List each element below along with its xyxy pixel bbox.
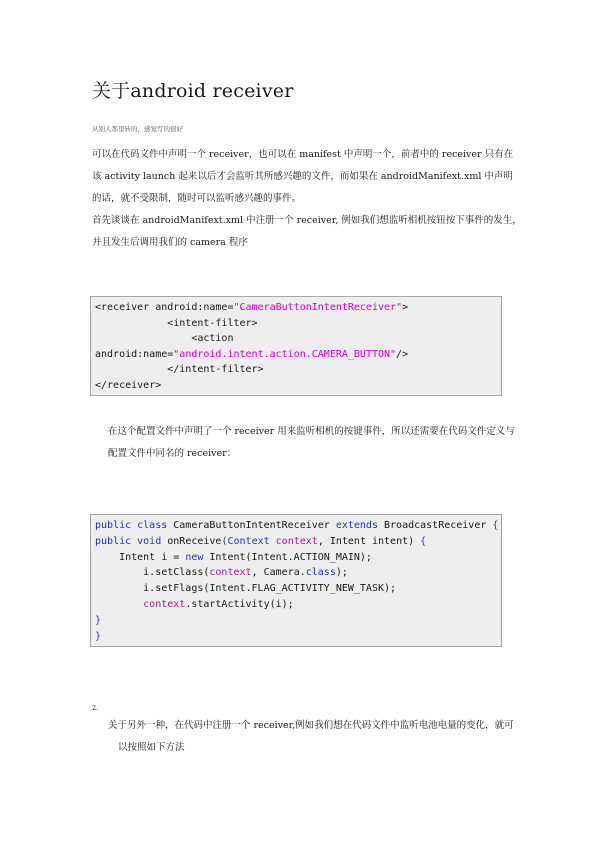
code-token: (: [221, 535, 228, 547]
code-line: </receiver>: [95, 379, 162, 391]
code-token: />: [396, 348, 409, 360]
paragraph-manifest: 首先谈谈在 androidManifext.xml 中注册一个 receiver, 例如我们想监听相机按钮按下事件的发生，并且发生后调用我们的 camera 程序: [92, 215, 522, 248]
code-token: public void: [95, 535, 162, 547]
paragraph-code-register: 关于另外一种，在代码中注册一个 receiver,例如我们想在代码文件中监听电池电量的变化，就可以按照如下方法: [108, 720, 514, 753]
paragraph-receiver-class: 在这个配置文件中声明了一个 receiver 用来监听相机的按键事件，所以还需要在代码文件定义与配置文件中同名的 receiver：: [108, 426, 515, 459]
code-token: i.setClass(: [95, 567, 210, 579]
code-token: Intent i =: [95, 551, 186, 563]
code-line: </intent-filter>: [95, 364, 264, 376]
code-block-manifest: [90, 296, 502, 396]
code-line: <intent-filter>: [95, 317, 258, 329]
code-token: extends: [335, 520, 378, 531]
section-number: 2.: [92, 704, 99, 712]
code-token: public class: [95, 520, 168, 531]
code-token: Intent(Intent.ACTION_MAIN);: [203, 551, 372, 563]
code-line: [95, 347, 497, 363]
code-token: class: [305, 567, 336, 579]
code-token: context: [269, 535, 318, 547]
code-token: context: [209, 567, 252, 579]
code-token: android:name=: [95, 348, 174, 360]
source-note: 从别人那里转的，感觉写的很好: [92, 125, 183, 133]
code-token: >: [402, 302, 409, 313]
code-token: {: [492, 520, 499, 531]
code-token: "android.intent.action.CAMERA_BUTTON": [173, 348, 397, 360]
code-line: }: [95, 614, 102, 626]
code-line: [95, 534, 497, 550]
code-token: "CameraButtonIntentReceiver": [233, 302, 403, 313]
code-token: );: [335, 567, 348, 579]
code-token: , Intent intent): [317, 535, 421, 547]
code-token: , Camera.: [251, 567, 306, 579]
code-line: [95, 565, 497, 581]
paragraph-intro: 可以在代码文件中声明一个 receiver，也可以在 manifest 中声明一个，前者中的 receiver 只有在该 activity launch 起来以后才会监听其所感兴趣的文件，而如果在 androidManifext.xml 中声明的话，就不受限制，随时可以监听感兴趣的事件。: [92, 149, 514, 204]
code-line: <action: [95, 333, 234, 345]
page-title: 关于android receiver: [92, 80, 294, 102]
code-line: }: [95, 630, 102, 642]
code-token: .startActivity(i);: [185, 598, 294, 610]
code-token: BroadcastReceiver: [377, 520, 493, 531]
code-token: context: [95, 598, 186, 610]
code-token: <receiver android:name=: [95, 302, 234, 313]
code-line: [95, 597, 497, 613]
code-line: [95, 300, 497, 316]
code-block-java: [90, 514, 502, 647]
code-line: [95, 518, 497, 534]
code-line: i.setFlags(Intent.FLAG_ACTIVITY_NEW_TASK);: [95, 583, 397, 595]
code-token: {: [420, 535, 427, 547]
code-token: CameraButtonIntentReceiver: [167, 520, 336, 531]
code-token: Context: [227, 535, 270, 547]
code-token: onReceive: [161, 535, 222, 547]
code-line: [95, 550, 497, 566]
code-token: new: [185, 551, 204, 563]
